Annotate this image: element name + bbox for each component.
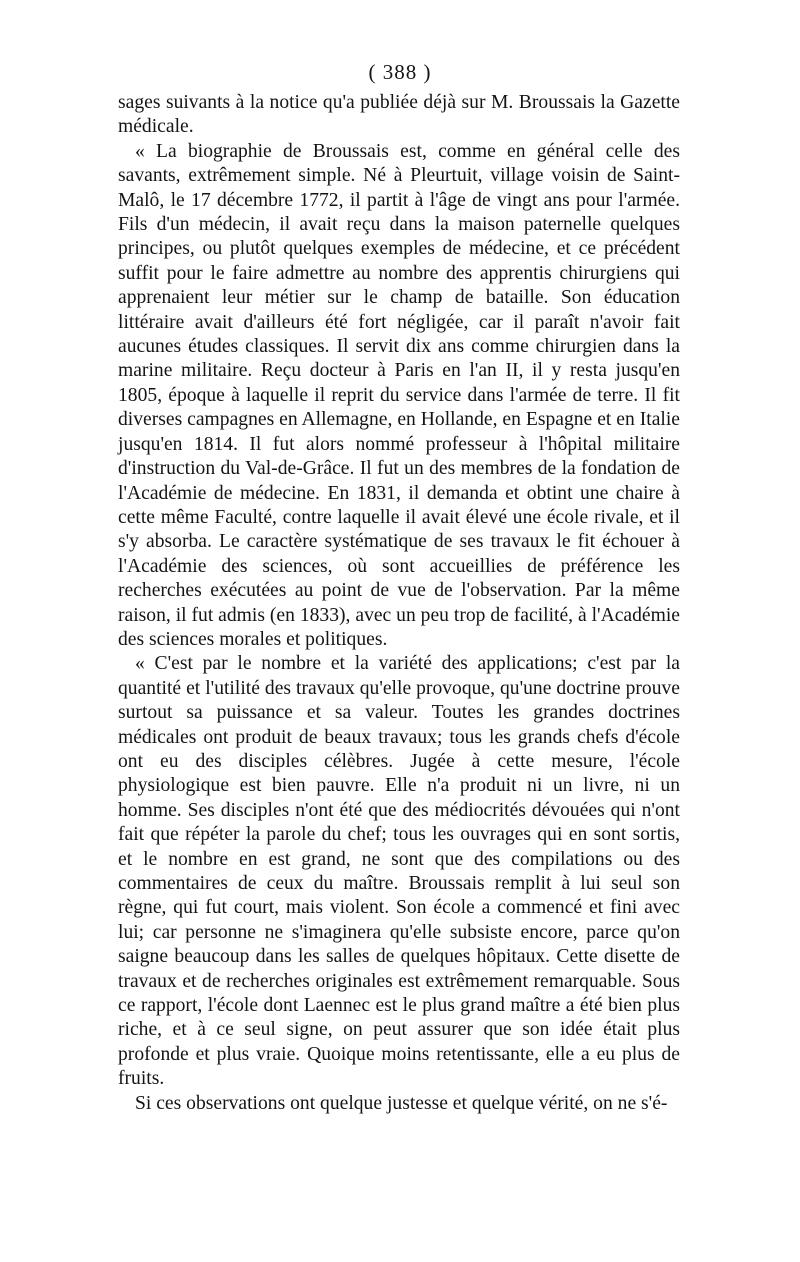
page-number: ( 388 ) [368,60,432,84]
body-text [118,91,680,1116]
paragraph-biography: « La biographie de Broussais est, comme en général celle des savants, extrêmement simple. Né à Pleurtuit, village voisin de Saint-Malô, le 17 décembre 1772, il partit à l'âge de vingt ans pour l'armée. Fils d'un médecin, il avait reçu dans la maison paternelle quelques principes, ou plutôt quelques exemples de médecine, et ce précédent suffit pour le faire admettre au nombre des apprentis chirurgiens qui apprenaient leur métier sur le champ de bataille. Son éducation littéraire avait d'ailleurs été fort négligée, car il paraît n'avoir fait aucunes études classiques. Il servit dix ans comme chirurgien dans la marine militaire. Reçu docteur à Paris en l'an II, il y resta jusqu'en 1805, époque à laquelle il reprit du service dans l'armée de terre. Il fit diverses campagnes en Allemagne, en Hollande, en Espagne et en Italie jusqu'en 1814. Il fut alors nommé professeur à l'hôpital militaire d'instruction du Val-de-Grâce. Il fut un des membres de la fondation de l'Académie de médecine. En 1831, il demanda et obtint une chaire à cette même Faculté, contre laquelle il avait élevé une école rivale, et il s'y absorba. Le caractère systématique de ses travaux le fit échouer à l'Académie des sciences, où sont accueillies de préférence les recherches exécutées au point de vue de l'observation. Par la même raison, il fut admis (en 1833), avec un peu trop de facilité, à l'Académie des sciences morales et politiques. [118,140,680,650]
paragraph-doctrine: « C'est par le nombre et la variété des applications; c'est par la quantité et l'utilité des travaux qu'elle provoque, qu'une doctrine prouve surtout sa puissance et sa valeur. Toutes les grandes doctrines médicales ont produit de beaux travaux; tous les grands chefs d'école ont eu des disciples célèbres. Jugée à cette mesure, l'école physiologique est bien pauvre. Elle n'a produit ni un livre, ni un homme. Ses disciples n'ont été que des médiocrités dévouées qui n'ont fait que répéter la parole du chef; tous les ouvrages qui en sont sortis, et le nombre en est grand, ne sont que des compilations ou des commentaires de ceux du maître. Broussais remplit à lui seul son règne, qui fut court, mais violent. Son école a commencé et fini avec lui; car personne ne s'imaginera qu'elle subsiste encore, parce qu'on saigne beaucoup dans les salles de quelques hôpitaux. Cette disette de travaux et de recherches originales est extrêmement remarquable. Sous ce rapport, l'école dont Laennec est le plus grand maître a été bien plus riche, et à ce seul signe, on peut assurer que son idée était plus profonde et plus vraie. Quoique moins retentissante, elle a eu plus de fruits. [118,653,680,1090]
paragraph-closing: Si ces observations ont quelque justesse et quelque vérité, on ne s'é- [135,1092,668,1114]
paragraph-continuation: sages suivants à la notice qu'a publiée déjà sur M. Broussais la Gazette médicale. [118,92,680,138]
